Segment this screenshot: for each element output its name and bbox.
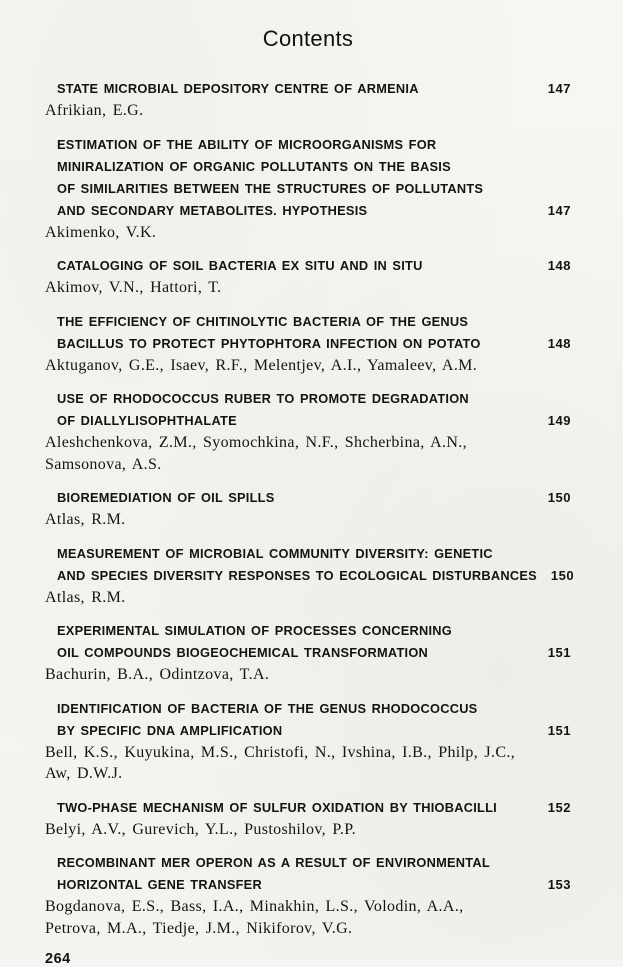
entry-title-line xyxy=(45,720,571,742)
entry-page-number: 151 xyxy=(547,645,571,660)
entry-title-text: TWO-PHASE MECHANISM OF SULFUR OXIDATION BY THIOBACILLI xyxy=(57,799,497,815)
entry-author-line: Bachurin, B.A., Odintzova, T.A. xyxy=(45,666,270,683)
entry-author-line: Samsonova, A.S. xyxy=(45,455,162,473)
entry-author-line: Akimov, V.N., Hattori, T. xyxy=(45,279,222,296)
entry-author-line: Bogdanova, E.S., Bass, I.A., Minakhin, L.S., Volodin, A.A., xyxy=(45,898,464,915)
entry-author-line: Akimenko, V.K. xyxy=(45,223,157,241)
entry-authors xyxy=(45,433,571,475)
entry-authors xyxy=(45,510,571,531)
entry-authors xyxy=(45,588,571,609)
entry-title-text: IDENTIFICATION OF BACTERIA OF THE GENUS RHODOCOCCUS xyxy=(57,700,478,716)
entry-page-number: 148 xyxy=(547,335,571,351)
entry-title-block xyxy=(45,797,571,819)
entry-title-line xyxy=(45,134,571,156)
entry-title-text: OF SIMILARITIES BETWEEN THE STRUCTURES OF POLLUTANTS xyxy=(57,180,484,196)
entry-title-line xyxy=(45,874,571,896)
entry-title-line xyxy=(45,565,575,587)
toc-entry xyxy=(45,134,571,244)
entry-author-line: Atlas, R.M. xyxy=(45,511,126,528)
entry-title-text: BIOREMEDIATION OF OIL SPILLS xyxy=(57,490,275,505)
entry-title-block xyxy=(45,487,571,509)
entry-title-text: STATE MICROBIAL DEPOSITORY CENTRE OF ARMENIA xyxy=(57,81,419,96)
entry-title-text: RECOMBINANT MER OPERON AS A RESULT OF ENVIRONMENTAL xyxy=(57,855,490,870)
entry-title-block xyxy=(45,388,571,432)
entry-author-line: Atlas, R.M. xyxy=(45,588,126,606)
toc-entry xyxy=(45,852,571,939)
page-title: Contents xyxy=(262,26,354,51)
entry-title-line xyxy=(45,410,571,432)
entry-authors xyxy=(45,278,571,299)
entry-author-line: Belyi, A.V., Gurevich, Y.L., Pustoshilov, P.P. xyxy=(45,820,357,838)
entry-title-text: BACILLUS TO PROTECT PHYTOPHTORA INFECTION ON POTATO xyxy=(57,335,481,351)
toc-entry xyxy=(45,311,571,377)
entry-title-text: OIL COMPOUNDS BIOGEOCHEMICAL TRANSFORMATION xyxy=(57,645,429,660)
entry-authors xyxy=(45,665,571,686)
entry-title-text: THE EFFICIENCY OF CHITINOLYTIC BACTERIA OF THE GENUS xyxy=(57,313,469,329)
entry-page-number: 150 xyxy=(547,490,571,505)
entry-title-text: CATALOGING OF SOIL BACTERIA EX SITU AND IN SITU xyxy=(57,258,423,273)
entry-title-line xyxy=(45,388,571,410)
toc-entries-list xyxy=(45,78,575,939)
entry-page-number: 150 xyxy=(550,567,575,583)
entry-title-text: USE OF RHODOCOCCUS RUBER TO PROMOTE DEGRADATION xyxy=(57,391,469,406)
entry-page-number: 149 xyxy=(547,413,571,428)
entry-title-block xyxy=(45,852,571,896)
entry-title-line xyxy=(45,698,571,720)
entry-authors xyxy=(45,897,571,939)
entry-title-line xyxy=(45,200,571,222)
entry-authors xyxy=(45,101,571,122)
entry-title-line xyxy=(45,178,571,200)
entry-title-text: AND SECONDARY METABOLITES. HYPOTHESIS xyxy=(57,202,368,218)
entry-title-text: ESTIMATION OF THE ABILITY OF MICROORGANISMS FOR xyxy=(57,136,437,152)
entry-authors xyxy=(45,223,571,244)
entry-title-line xyxy=(45,852,571,874)
entry-title-line xyxy=(45,311,571,333)
toc-entry xyxy=(45,543,575,609)
entry-title-block xyxy=(45,255,571,277)
entry-authors xyxy=(45,743,571,785)
entry-authors xyxy=(45,820,571,841)
entry-authors xyxy=(45,356,571,377)
entry-title-block xyxy=(45,620,571,664)
entry-page-number: 153 xyxy=(547,877,571,892)
toc-entry xyxy=(45,255,571,299)
entry-title-text: OF DIALLYLISOPHTHALATE xyxy=(57,413,237,428)
entry-title-text: AND SPECIES DIVERSITY RESPONSES TO ECOLOGICAL DISTURBANCES xyxy=(57,567,537,583)
entry-title-line xyxy=(45,255,571,277)
entry-title-line xyxy=(45,333,571,355)
entry-title-text: EXPERIMENTAL SIMULATION OF PROCESSES CONCERNING xyxy=(57,623,452,638)
entry-page-number: 148 xyxy=(547,258,571,273)
entry-title-text: BY SPECIFIC DNA AMPLIFICATION xyxy=(57,722,283,738)
entry-author-line: Afrikian, E.G. xyxy=(45,102,144,119)
entry-title-text: MEASUREMENT OF MICROBIAL COMMUNITY DIVERSITY: GENETIC xyxy=(57,545,493,561)
entry-title-line xyxy=(45,642,571,664)
toc-entry xyxy=(45,78,571,122)
entry-title-line xyxy=(45,797,571,819)
entry-title-block xyxy=(45,134,571,222)
entry-author-line: Aktuganov, G.E., Isaev, R.F., Melentjev, A.I., Yamaleev, A.M. xyxy=(45,356,478,374)
entry-title-line xyxy=(45,620,571,642)
entry-author-line: Aleshchenkova, Z.M., Syomochkina, N.F., Shcherbina, A.N., xyxy=(45,434,467,451)
entry-page-number: 147 xyxy=(547,81,571,96)
entry-title-block xyxy=(45,698,571,742)
toc-entry xyxy=(45,797,571,841)
entry-page-number: 151 xyxy=(547,722,571,738)
entry-author-line: Petrova, M.A., Tiedje, J.M., Nikiforov, V.G. xyxy=(45,919,353,937)
entry-title-text: HORIZONTAL GENE TRANSFER xyxy=(57,877,262,892)
toc-entry xyxy=(45,620,571,686)
toc-entry xyxy=(45,487,571,531)
entry-title-line xyxy=(45,543,571,565)
entry-title-line xyxy=(45,487,571,509)
entry-title-line xyxy=(45,78,571,100)
entry-title-block xyxy=(45,78,571,100)
entry-title-text: MINIRALIZATION OF ORGANIC POLLUTANTS ON THE BASIS xyxy=(57,158,451,174)
entry-author-line: Aw, D.W.J. xyxy=(45,765,123,782)
toc-entry xyxy=(45,698,571,785)
entry-title-line xyxy=(45,156,571,178)
toc-entry xyxy=(45,388,571,475)
entry-title-block xyxy=(45,543,575,587)
entry-title-block xyxy=(45,311,571,355)
footer-page-number: 264 xyxy=(45,951,71,967)
entry-author-line: Bell, K.S., Kuyukina, M.S., Christofi, N., Ivshina, I.B., Philp, J.C., xyxy=(45,743,516,761)
entry-page-number: 152 xyxy=(547,799,571,815)
entry-page-number: 147 xyxy=(547,202,571,218)
